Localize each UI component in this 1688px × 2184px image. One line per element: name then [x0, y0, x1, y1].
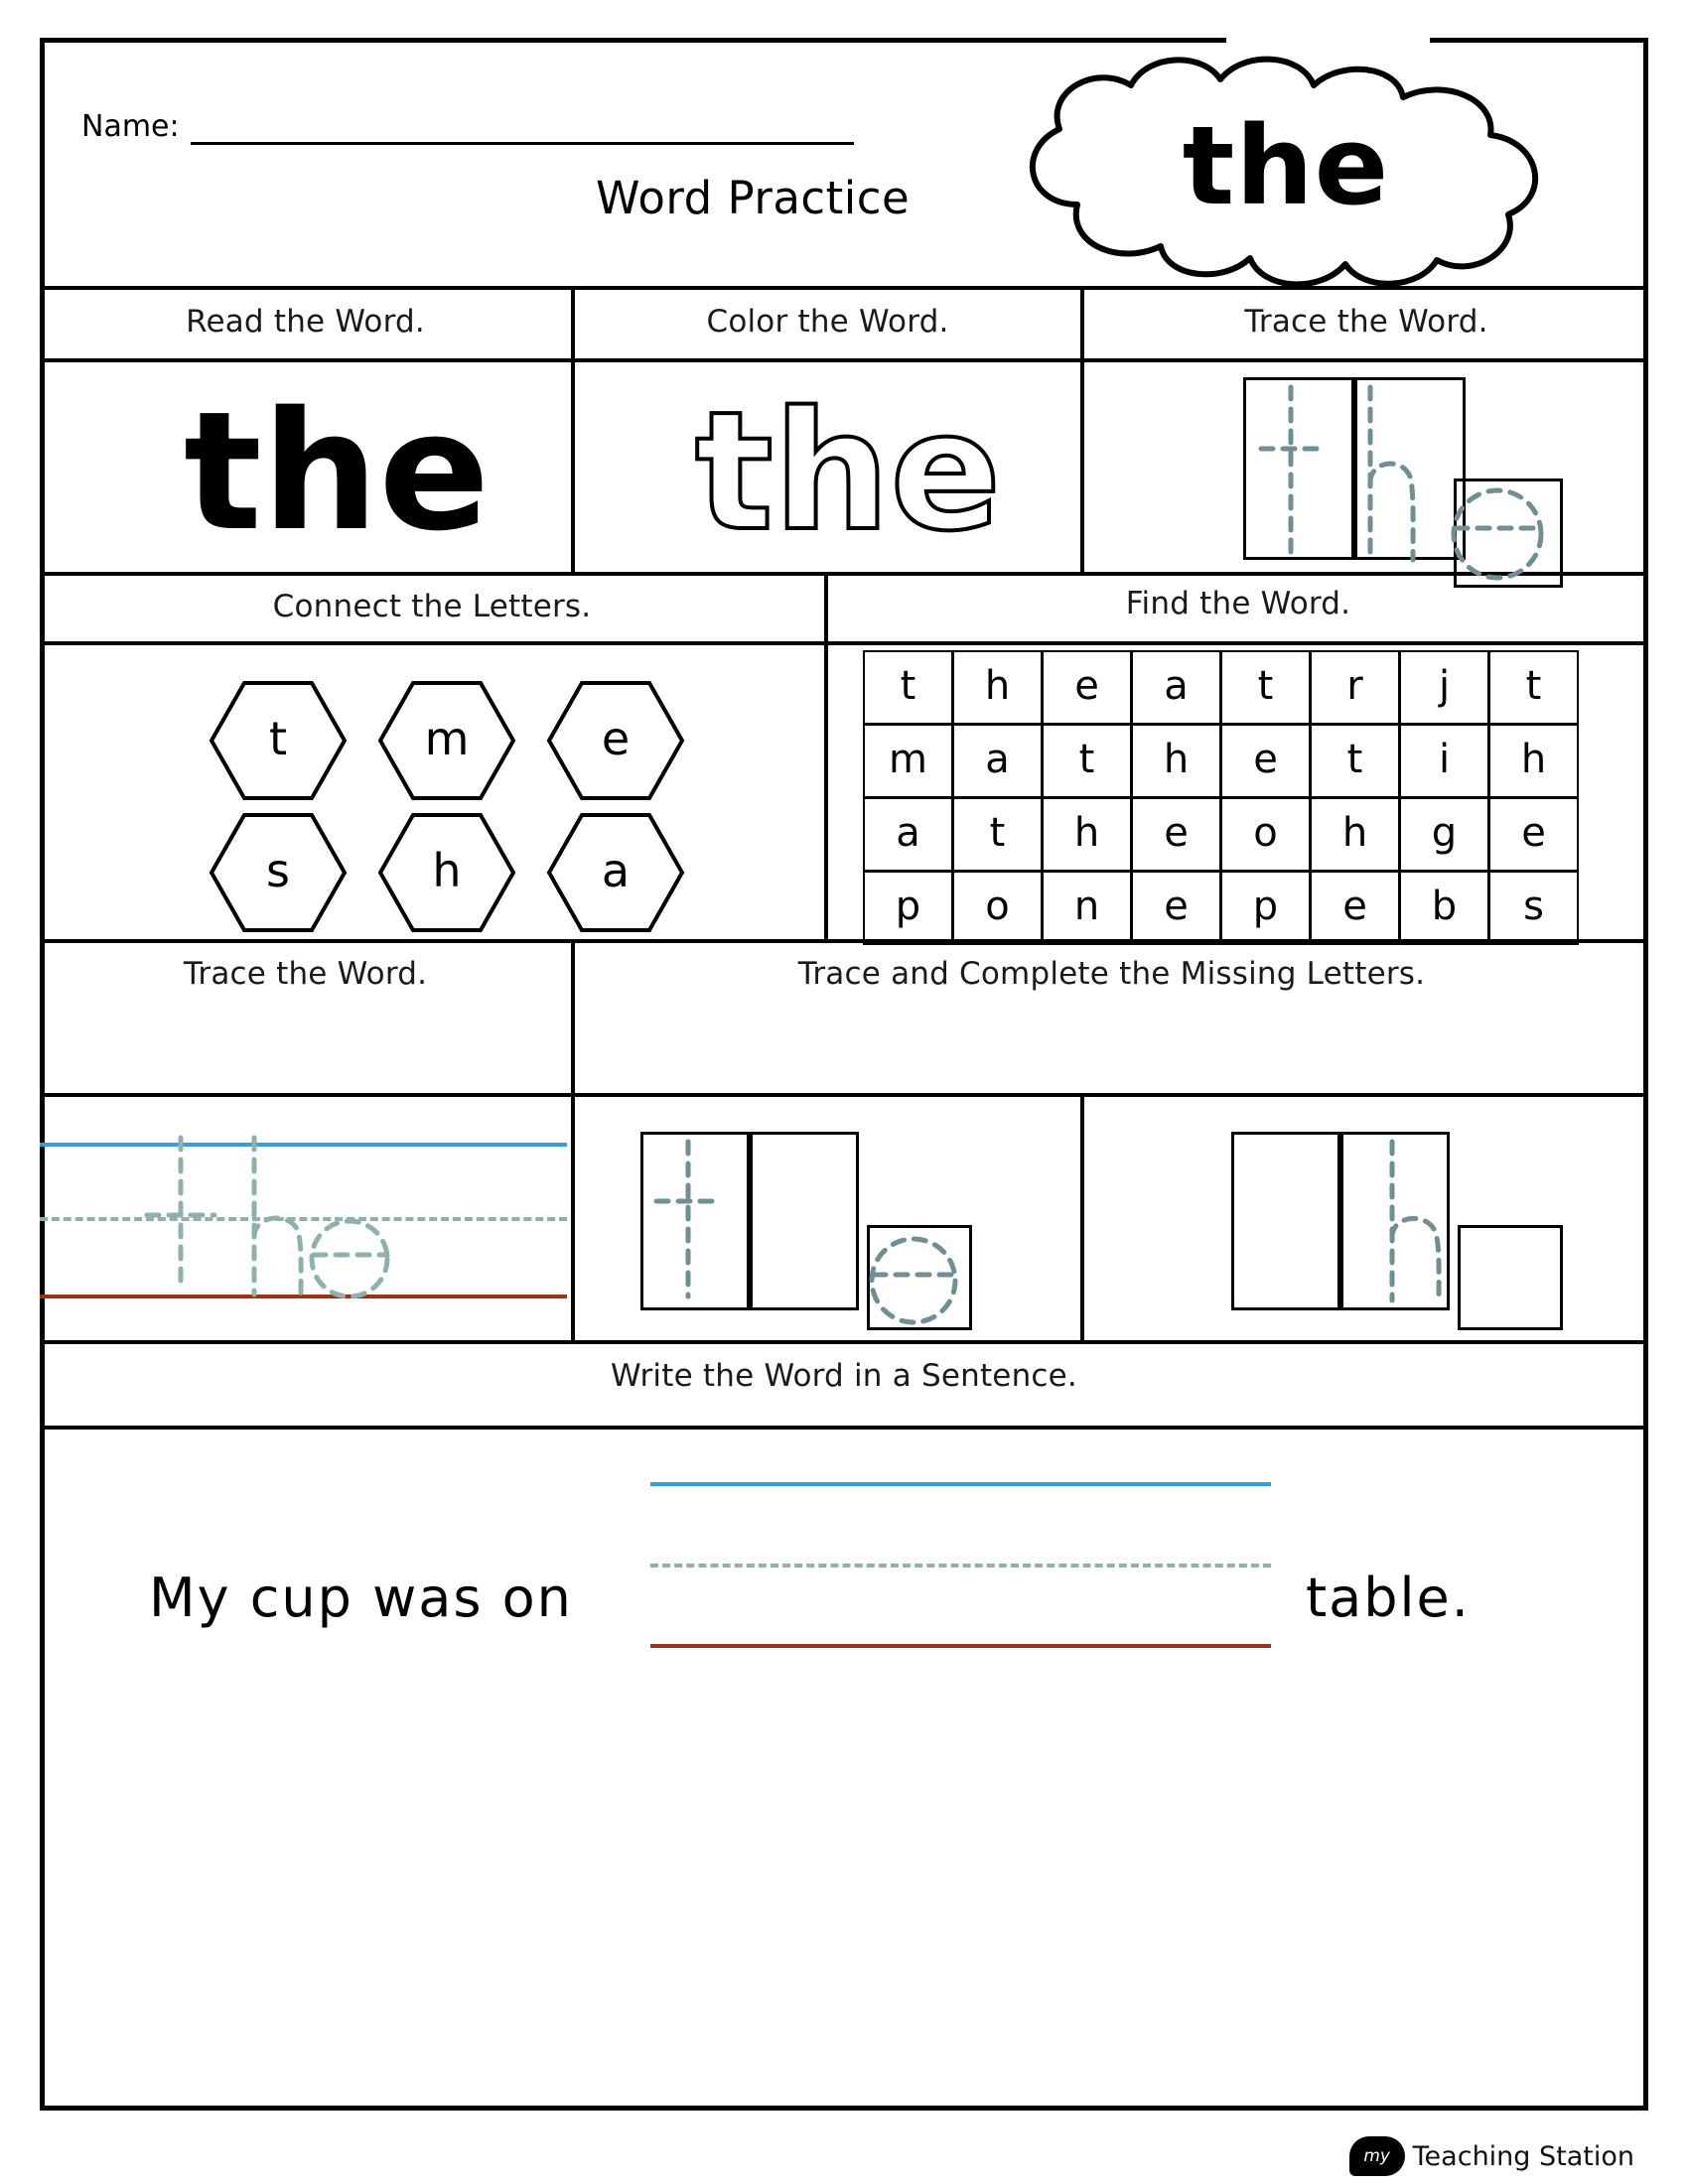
grid-cell[interactable]: h	[952, 650, 1043, 725]
grid-cell[interactable]: p	[1220, 871, 1311, 945]
hex-letter-label: a	[601, 844, 631, 897]
hex-letter-label: m	[424, 712, 470, 765]
site-logo	[1349, 2136, 1634, 2176]
grid-cell[interactable]: e	[1131, 871, 1221, 945]
page-border-bottom	[40, 2106, 1648, 2111]
ruled-trace-word	[70, 1120, 407, 1318]
page-border-top-left	[40, 38, 1226, 43]
grid-cell[interactable]: m	[863, 724, 953, 798]
read-word: the	[184, 376, 491, 567]
cloud-banner	[1008, 56, 1564, 289]
divider-v-connect-find	[824, 572, 828, 939]
grid-cell[interactable]: e	[1220, 724, 1311, 798]
section-label-find: Find the Word.	[1125, 586, 1351, 621]
divider-row2-mid	[40, 641, 1648, 645]
section-label-connect: Connect the Letters.	[272, 589, 592, 624]
grid-cell[interactable]: g	[1399, 797, 1489, 872]
hex-letter-5[interactable]	[546, 812, 685, 933]
hex-letter-label: t	[268, 712, 288, 765]
hex-letter-0[interactable]	[209, 680, 348, 801]
grid-cell[interactable]: h	[1488, 724, 1579, 798]
divider-row1-top	[40, 286, 1648, 290]
grid-cell[interactable]: e	[1488, 797, 1579, 872]
divider-v-trace-missing	[571, 939, 575, 1340]
cloud-word: the	[1182, 101, 1390, 229]
sentence-after: table.	[1306, 1567, 1471, 1629]
hex-letter-4[interactable]	[377, 812, 516, 933]
hex-letter-label: e	[601, 712, 631, 765]
page-border-top-right	[1430, 38, 1648, 43]
sentence-rule-bottom	[650, 1644, 1271, 1648]
grid-cell[interactable]: e	[1042, 650, 1132, 725]
page-border-right	[1643, 38, 1648, 2111]
name-write-line[interactable]	[191, 142, 854, 145]
hex-letter-2[interactable]	[546, 680, 685, 801]
trace-top-letters	[1231, 365, 1589, 614]
hex-letter-1[interactable]	[377, 680, 516, 801]
sentence-rule-mid	[650, 1564, 1271, 1568]
grid-cell[interactable]: h	[1131, 724, 1221, 798]
page-border-left	[40, 38, 45, 2111]
grid-cell[interactable]: a	[863, 797, 953, 872]
divider-row4	[40, 1426, 1648, 1430]
grid-cell[interactable]: e	[1310, 871, 1400, 945]
hex-letter-label: h	[432, 844, 462, 897]
worksheet-page	[40, 38, 1648, 2172]
divider-v-missing-split	[1080, 1093, 1084, 1340]
grid-cell[interactable]: t	[1310, 724, 1400, 798]
grid-cell[interactable]: t	[952, 797, 1043, 872]
section-label-sentence: Write the Word in a Sentence.	[611, 1358, 1077, 1394]
grid-cell[interactable]: b	[1399, 871, 1489, 945]
name-label: Name:	[81, 109, 180, 144]
grid-cell[interactable]: p	[863, 871, 953, 945]
word-search-grid[interactable]	[864, 651, 1579, 945]
grid-cell[interactable]: s	[1488, 871, 1579, 945]
grid-cell[interactable]: h	[1042, 797, 1132, 872]
grid-cell[interactable]: n	[1042, 871, 1132, 945]
hex-letter-label: s	[266, 844, 290, 897]
page-title: Word Practice	[596, 172, 911, 224]
grid-cell[interactable]: t	[1488, 650, 1579, 725]
grid-cell[interactable]: a	[1131, 650, 1221, 725]
logo-badge: my	[1349, 2136, 1405, 2176]
divider-row3-mid	[40, 1093, 1648, 1097]
section-label-missing: Trace and Complete the Missing Letters.	[797, 956, 1426, 992]
grid-cell[interactable]: a	[952, 724, 1043, 798]
section-label-trace-top: Trace the Word.	[1244, 304, 1488, 340]
missing-left-letters	[631, 1120, 1008, 1348]
section-label-trace-ruled: Trace the Word.	[183, 956, 428, 992]
grid-cell[interactable]: h	[1310, 797, 1400, 872]
section-label-read: Read the Word.	[186, 304, 425, 340]
grid-cell[interactable]: i	[1399, 724, 1489, 798]
grid-cell[interactable]: j	[1399, 650, 1489, 725]
missing-right-letters	[1221, 1120, 1599, 1348]
logo-text: Teaching Station	[1412, 2140, 1634, 2172]
grid-cell[interactable]: e	[1131, 797, 1221, 872]
grid-cell[interactable]: o	[952, 871, 1043, 945]
grid-cell[interactable]: t	[1042, 724, 1132, 798]
grid-cell[interactable]: o	[1220, 797, 1311, 872]
grid-cell[interactable]: t	[1220, 650, 1311, 725]
grid-cell[interactable]: t	[863, 650, 953, 725]
divider-row1-mid	[40, 358, 1648, 362]
hex-letter-3[interactable]	[209, 812, 348, 933]
sentence-before: My cup was on	[149, 1567, 573, 1629]
color-word: the	[695, 376, 1002, 567]
grid-cell[interactable]: r	[1310, 650, 1400, 725]
section-label-color: Color the Word.	[706, 304, 949, 340]
sentence-rule-top	[650, 1482, 1271, 1486]
